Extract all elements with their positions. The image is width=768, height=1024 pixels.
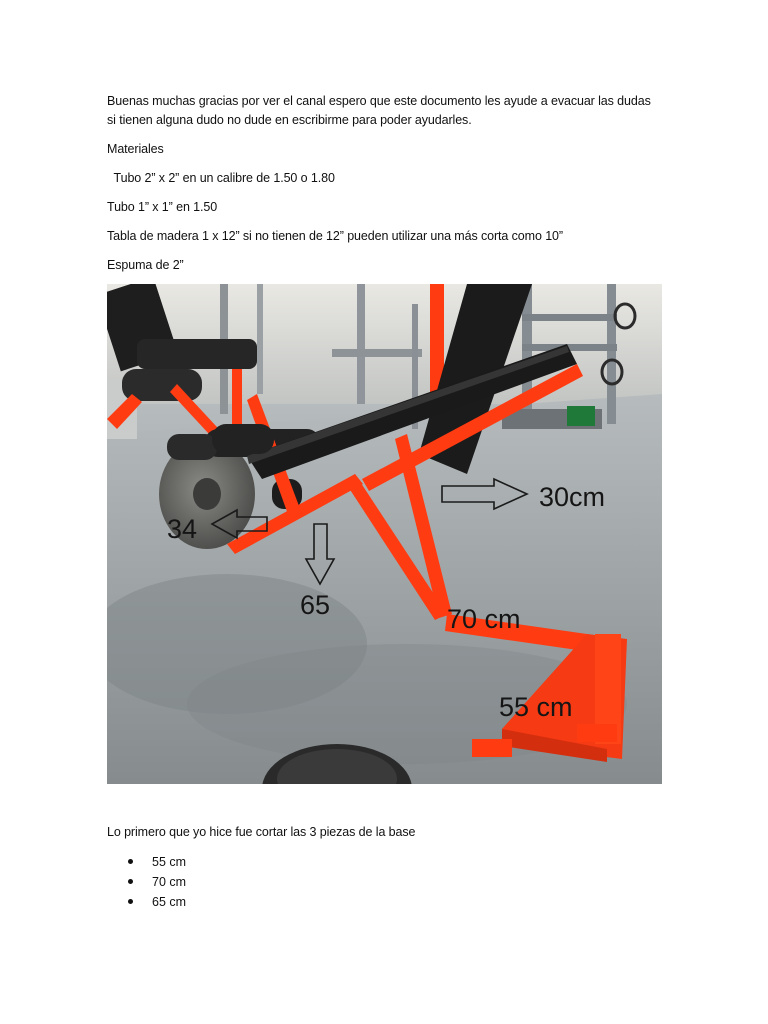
- intro-line-1: Buenas muchas gracias por ver el canal espero que este documento les ayude a evacuar las dudas: [107, 94, 651, 108]
- label-65: 65: [300, 590, 331, 620]
- bullet-icon: [128, 899, 133, 904]
- material-item: Espuma de 2”: [107, 258, 184, 272]
- bench-photo: [107, 284, 662, 784]
- label-55cm: 55 cm: [499, 692, 573, 722]
- cut-length: 55 cm: [152, 855, 187, 869]
- step-first-text: Lo primero que yo hice fue cortar las 3 piezas de la base: [107, 825, 416, 839]
- material-item: Tubo 1” x 1” en 1.50: [107, 200, 218, 214]
- intro-line-2: si tienen alguna dudo no dude en escribirme para poder ayudarles.: [107, 113, 472, 127]
- list-item: [128, 872, 186, 892]
- label-34: 34: [167, 514, 198, 544]
- label-70cm: 70 cm: [447, 604, 521, 634]
- material-item: Tabla de madera 1 x 12” si no tienen de 12” pueden utilizar una más corta como 10”: [107, 229, 563, 243]
- bullet-icon: [128, 859, 133, 864]
- cut-length: 65 cm: [152, 895, 187, 909]
- material-item: Tubo 2” x 2” en un calibre de 1.50 o 1.80: [107, 171, 335, 185]
- cuts-list: [128, 852, 186, 912]
- cut-length: 70 cm: [152, 875, 187, 889]
- bullet-icon: [128, 879, 133, 884]
- label-30cm: 30cm: [539, 482, 606, 512]
- list-item: [128, 892, 186, 912]
- materials-heading: Materiales: [107, 142, 164, 156]
- list-item: [128, 852, 186, 872]
